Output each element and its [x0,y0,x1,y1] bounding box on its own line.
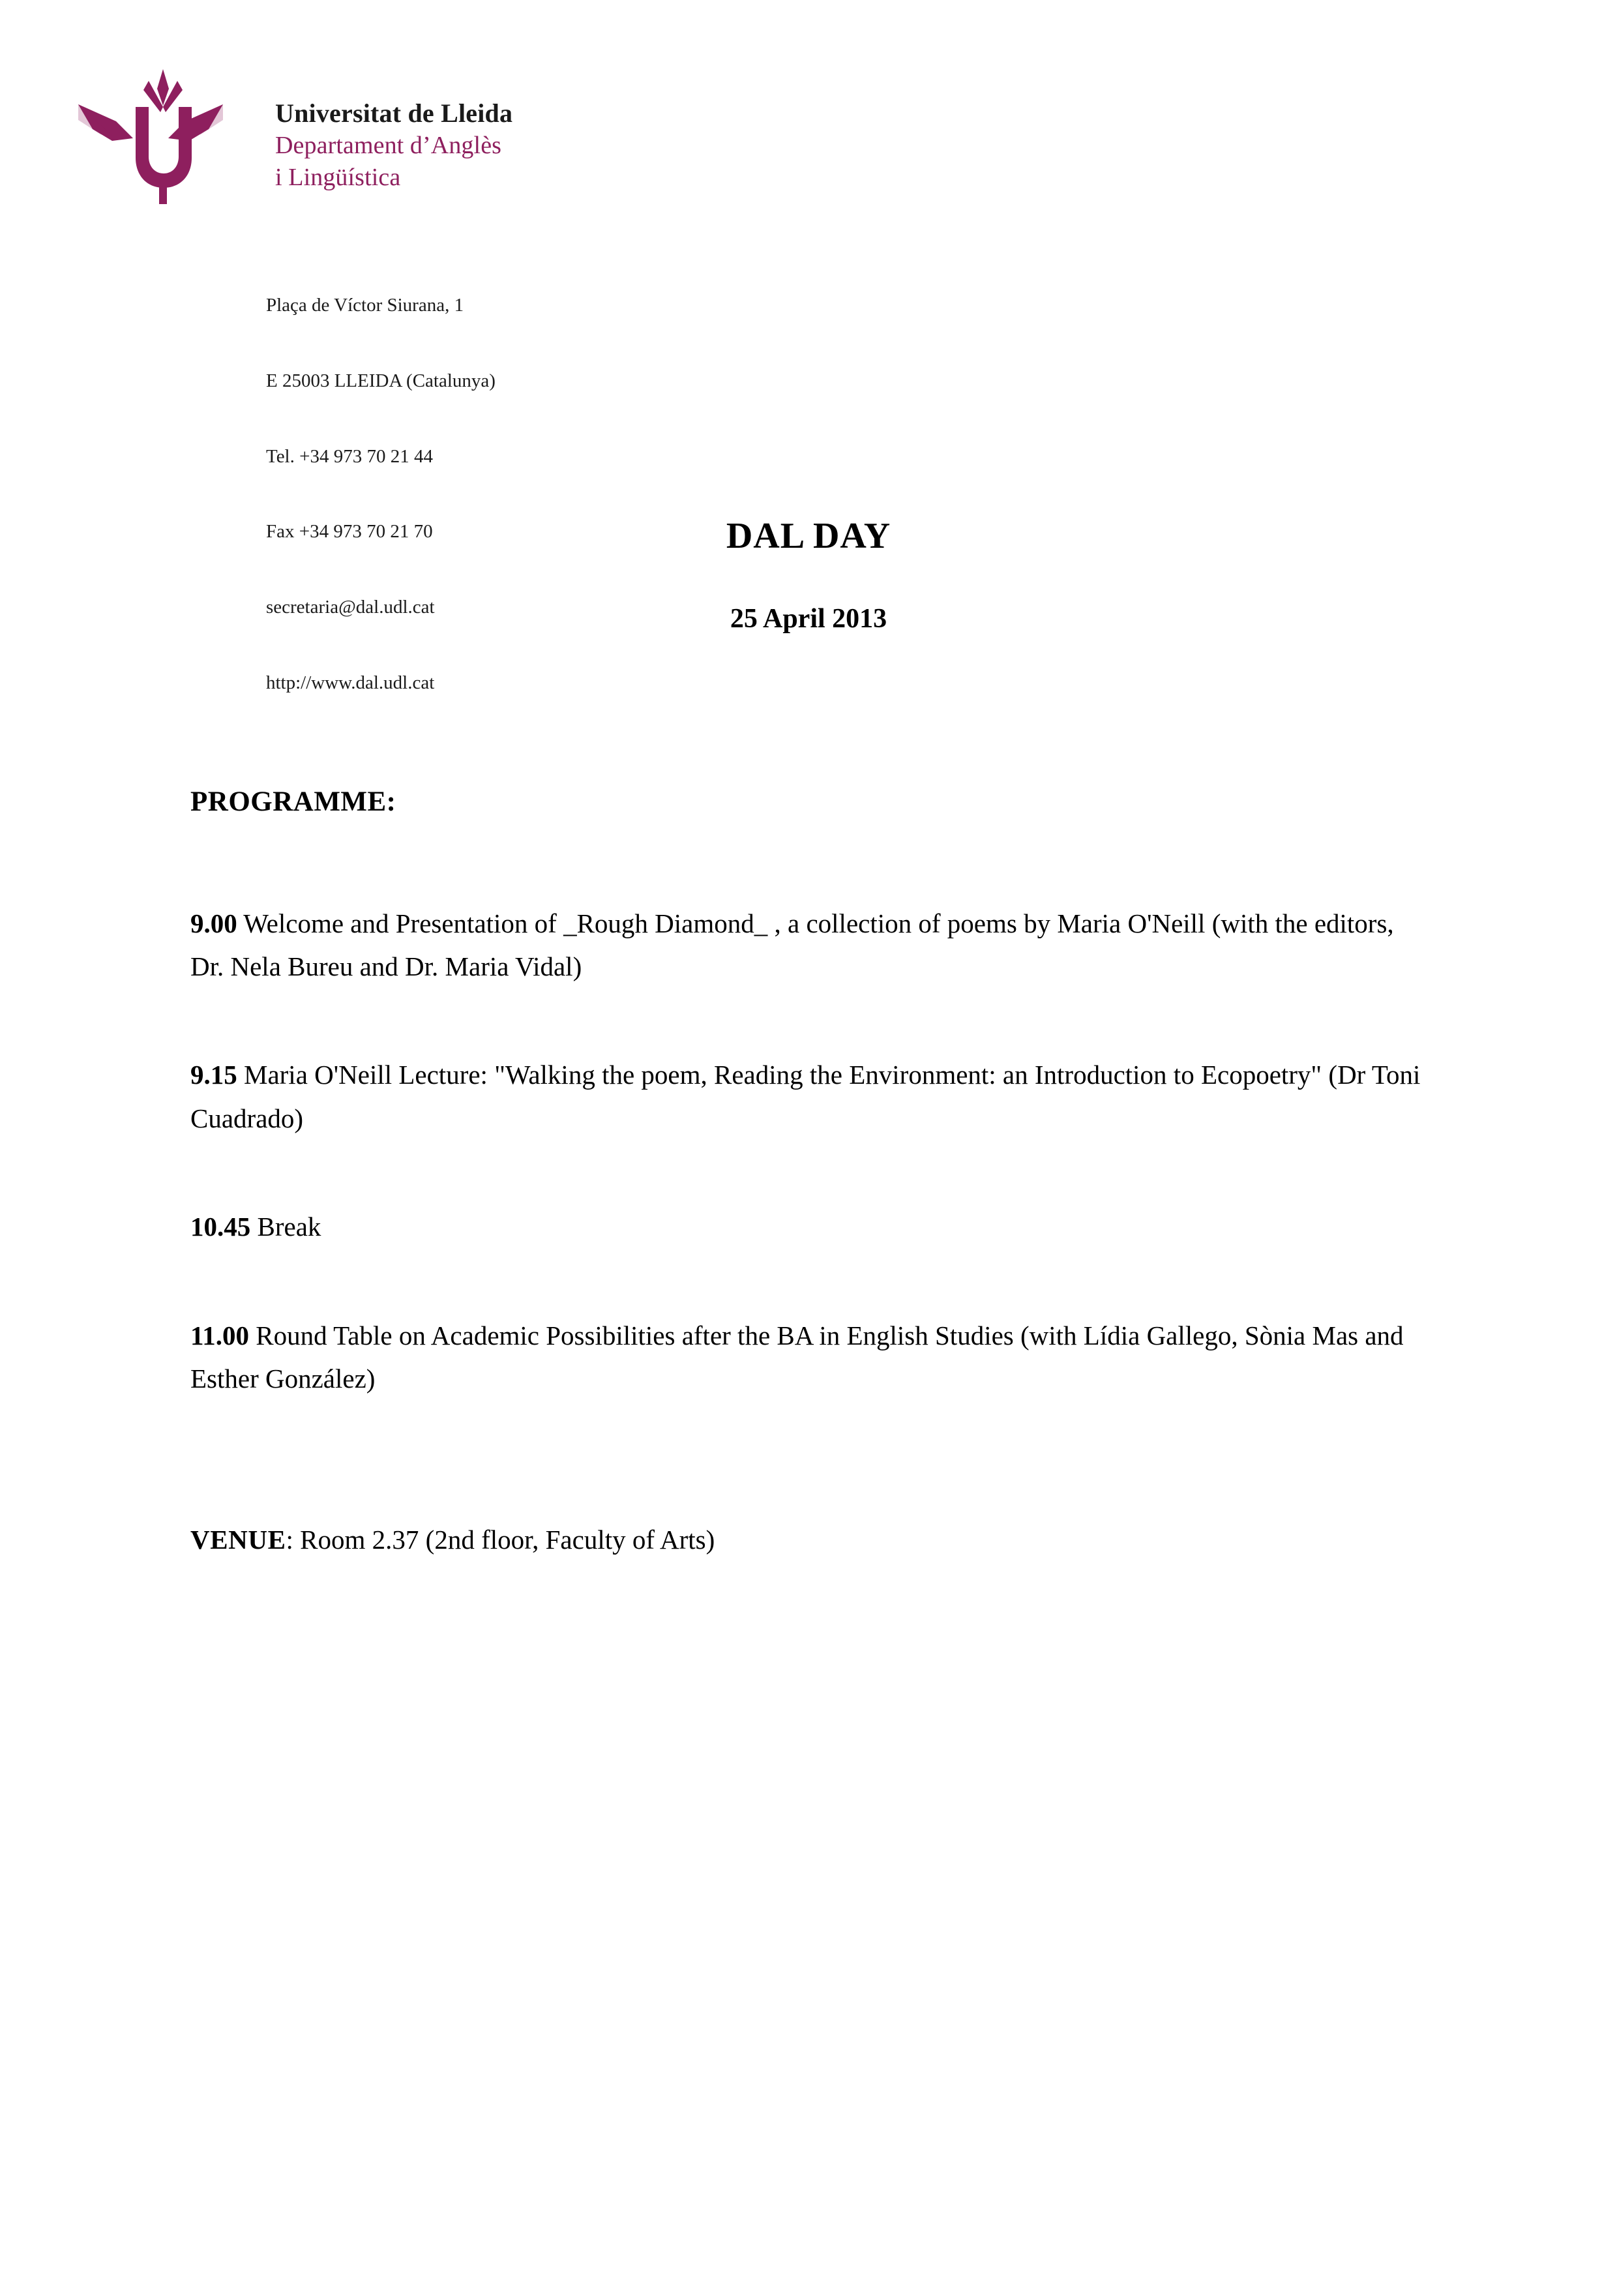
venue-line [190,1518,1429,1561]
letterhead-text [275,64,512,193]
address-city: E 25003 LLEIDA (Catalunya) [266,370,496,391]
letterhead [73,64,608,204]
address-street: Plaça de Víctor Siurana, 1 [266,295,464,316]
programme-body [190,779,1429,1561]
programme-item-text: Break [250,1212,321,1242]
org-name: Universitat de Lleida [275,98,513,128]
department-name-line2: i Lingüística [275,163,401,191]
programme-item [190,902,1429,989]
address-fax: Fax +34 973 70 21 70 [266,521,433,543]
address-phone: Tel. +34 973 70 21 44 [266,445,433,467]
venue-label: VENUE [190,1524,286,1555]
programme-item-time: 9.00 [190,908,237,938]
programme-heading: PROGRAMME: [190,786,396,817]
programme-item-time: 10.45 [190,1212,251,1242]
programme-item-time: 11.00 [190,1320,249,1350]
address-block [266,243,496,745]
address-website: http://www.dal.udl.cat [266,672,435,693]
programme-item-text: Welcome and Presentation of _Rough Diamond_ , a collection of poems by Maria O'Neill (with the editors, Dr. Nela Bureu and Dr. Maria Vidal) [190,908,1394,982]
udl-u-logo-icon [73,64,269,204]
programme-item-time: 9.15 [190,1060,237,1090]
programme-item [190,1053,1429,1140]
venue-text: : Room 2.37 (2nd floor, Faculty of Arts) [286,1524,715,1555]
page-title: DAL DAY [726,516,891,556]
programme-item-text: Maria O'Neill Lecture: "Walking the poem, Reading the Environment: an Introduction to Ecopoetry" (Dr Toni Cuadrado) [190,1060,1421,1133]
programme-item-text: Round Table on Academic Possibilities after the BA in English Studies (with Lídia Gallego, Sònia Mas and Esther González) [190,1320,1404,1394]
address-email: secretaria@dal.udl.cat [266,596,435,618]
department-name-line1: Departament d’Anglès [275,132,502,160]
programme-item [190,1205,1429,1248]
event-date: 25 April 2013 [730,604,887,634]
programme-item [190,1314,1429,1401]
